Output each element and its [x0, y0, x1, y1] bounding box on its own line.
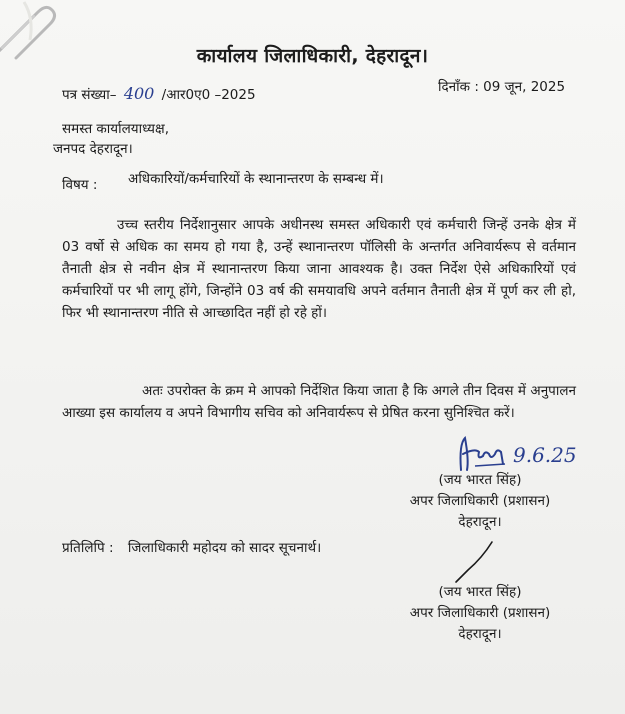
subject-text: अधिकारियों/कर्मचारियों के स्थानान्तरण के सम्बन्ध में। [128, 171, 384, 187]
signatory-name: (जय भारत सिंह) [438, 584, 522, 600]
handwritten-signature-2 [452, 540, 502, 584]
signatory-designation: अपर जिलाधिकारी (प्रशासन) [409, 493, 551, 509]
signatory-block-1 [380, 470, 580, 533]
subject-label: विषय : [62, 177, 98, 193]
letter-number [62, 84, 256, 103]
letter-number-handwritten: 400 [123, 84, 155, 103]
body-paragraph-1: उच्च स्तरीय निर्देशानुसार आपके अधीनस्थ समस्त अधिकारी एवं कर्मचारी जिन्हें उनके क्षेत्र में 03 वर्षो से अधिक का समय हो गया है, उन्हें स्थानान्तरण पॉलिसी के अन्तर्गत अनिवार्यरूप से वर्तमान तैनाती क्षेत्र से नवीन क्षेत्र में स्थानान्तरण किया जाना आवश्यक है। उक्त निर्देश ऐसे अधिकारियों एवं कर्मचारियों पर भी लागू होंगे, जिन्होंने 03 वर्ष की समयावधि अपने वर्तमान तैनाती क्षेत्र में पूर्ण कर ली हो, फिर भी स्थानान्तरण नीति से आच्छादित नहीं हो रहे हों। [62, 217, 576, 321]
letter-number-suffix: /आर0ए0 –2025 [161, 87, 256, 103]
letter-number-label: पत्र संख्या– [62, 87, 117, 103]
letter-title: कार्यालय जिलाधिकारी, देहरादून। [196, 45, 429, 67]
copy-text: जिलाधिकारी महोदय को सादर सूचनार्थ। [127, 540, 322, 556]
letter-date: दिनाँक : 09 जून, 2025 [438, 79, 566, 95]
signatory-block-2 [380, 582, 580, 645]
copy-to [62, 538, 321, 556]
signatory-designation: अपर जिलाधिकारी (प्रशासन) [409, 605, 551, 621]
recipient-line-1: समस्त कार्यालयाध्यक्ष, [62, 121, 169, 137]
body-paragraph-2: अतः उपरोक्त के क्रम मे आपको निर्देशित किया जाता है कि अगले तीन दिवस में अनुपालन आख्या इस कार्यालय व अपने विभागीय सचिव को अनिवार्यरूप से प्रेषित करना सुनिश्चित करें। [62, 383, 576, 421]
signature-date: 9.6.25 [513, 443, 577, 467]
signatory-name: (जय भारत सिंह) [438, 472, 522, 488]
recipient-line-2: जनपद देहरादून। [53, 141, 133, 157]
signatory-place: देहरादून। [458, 514, 502, 530]
signatory-place: देहरादून। [458, 626, 502, 642]
copy-label: प्रतिलिपि : [62, 540, 114, 556]
